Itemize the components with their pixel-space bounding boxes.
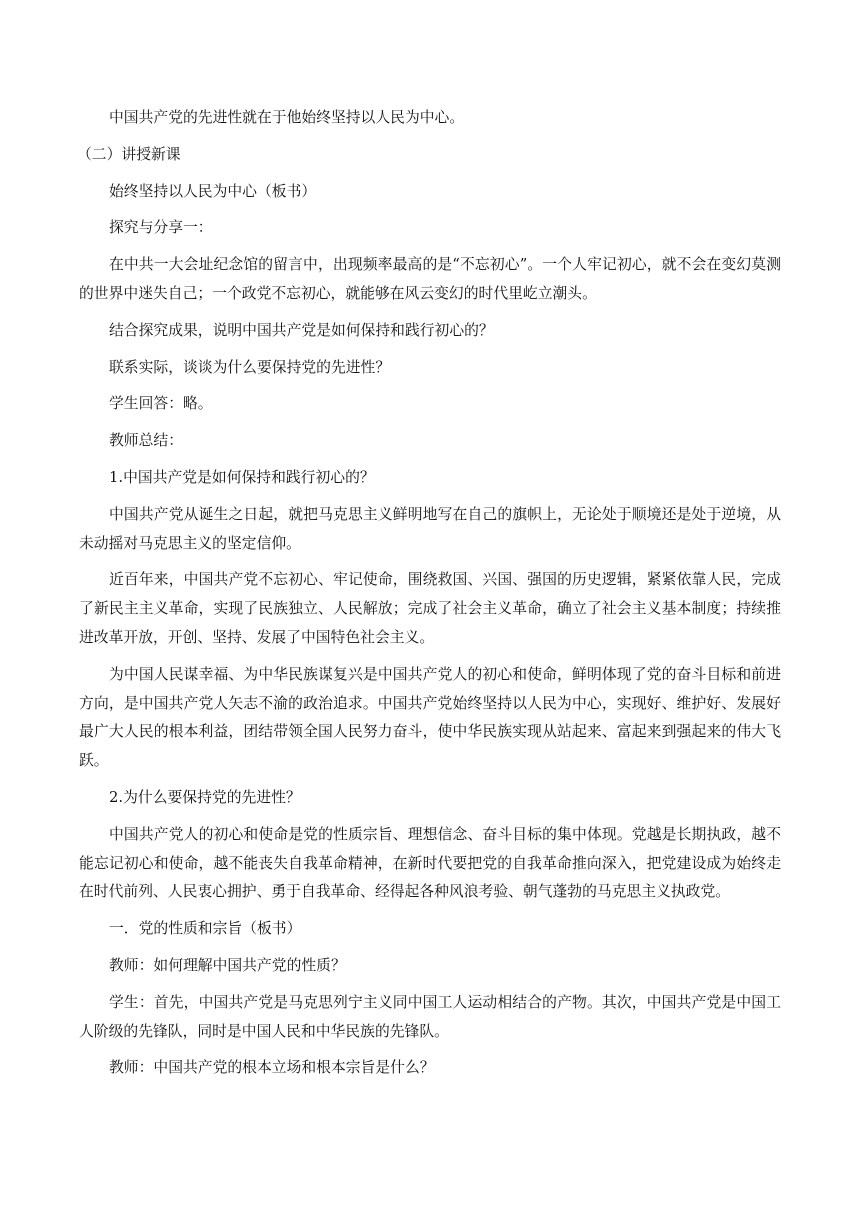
paragraph: 为中国人民谋幸福、为中华民族谋复兴是中国共产党人的初心和使命，鲜明体现了党的奋斗目标和前进方向，是中国共产党人矢志不渝的政治追求。中国共产党始终坚持以人民为中心，实现好、维护好、发展好最广大人民的根本利益，团结带领全国人民努力奋斗，使中华民族实现从站起来、富起来到强起来的伟大飞跃。 [79,665,781,770]
paragraph: 探究与分享一： [109,219,213,237]
dialogue-line: 教师：中国共产党的根本立场和根本宗旨是什么？ [109,1059,435,1077]
paragraph: 中国共产党人的初心和使命是党的性质宗旨、理想信念、奋斗目标的集中体现。党越是长期执政，越不能忘记初心和使命，越不能丧失自我革命精神，在新时代要把党的自我革命推向深入，把党建设成为始终走在时代前列、人民衷心拥护、勇于自我革命、经得起各种风浪考验、朝气蓬勃的马克思主义执政党。 [79,825,781,901]
paragraph: 教师总结： [109,432,183,450]
section-heading: （二）讲授新课 [77,145,181,163]
board-heading: 始终坚持以人民为中心（板书） [109,182,317,200]
paragraph: 中国共产党从诞生之日起，就把马克思主义鲜明地写在自己的旗帜上，无论处于顺境还是处于逆境，从未动摇对马克思主义的坚定信仰。 [79,505,781,552]
paragraph: 中国共产党的先进性就在于他始终坚持以人民为中心。 [109,109,465,126]
numbered-heading: 2.为什么要保持党的先进性？ [109,788,301,806]
dialogue-line: 学生：首先，中国共产党是马克思列宁主义同中国工人运动相结合的产物。其次，中国共产党是中国工人阶级的先锋队，同时是中国人民和中华民族的先锋队。 [79,993,781,1040]
document-body [79,104,781,1091]
numbered-heading: 1.中国共产党是如何保持和践行初心的？ [109,468,375,486]
question: 联系实际，谈谈为什么要保持党的先进性？ [109,358,391,376]
paragraph: 近百年来，中国共产党不忘初心、牢记使命，围绕救国、兴国、强国的历史逻辑，紧紧依靠人民，完成了新民主主义革命，实现了民族独立、人民解放；完成了社会主义革命，确立了社会主义基本制度；持续推进改革开放，开创、坚持、发展了中国特色社会主义。 [79,571,781,646]
dialogue-line: 教师：如何理解中国共产党的性质？ [109,956,346,974]
question: 结合探究成果，说明中国共产党是如何保持和践行初心的？ [109,321,494,339]
board-heading: 一．党的性质和宗旨（板书） [109,920,302,938]
paragraph: 在中共一大会址纪念馆的留言中，出现频率最高的是“不忘初心”。一个人牢记初心，就不会在变幻莫测的世界中迷失自己；一个政党不忘初心，就能够在风云变幻的时代里屹立潮头。 [79,256,781,302]
paragraph: 学生回答：略。 [109,395,213,413]
